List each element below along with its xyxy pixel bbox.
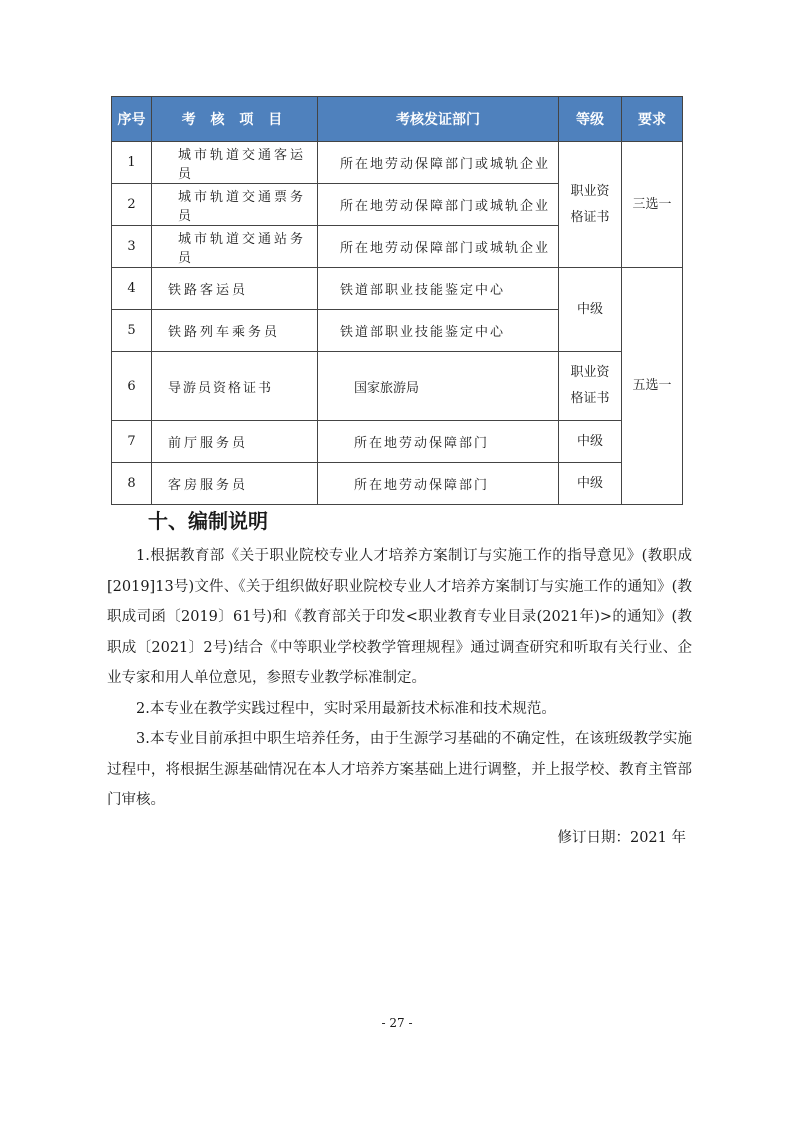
header-level: 等级 xyxy=(559,97,622,142)
table-row xyxy=(112,352,683,421)
section-title: 十、编制说明 xyxy=(148,509,268,533)
row-item: 前厅服务员 xyxy=(152,421,318,463)
row-num: 6 xyxy=(112,352,152,421)
row-num: 8 xyxy=(112,463,152,505)
header-dept: 考核发证部门 xyxy=(318,97,559,142)
row-item: 铁路客运员 xyxy=(152,268,318,310)
level-text: 职业资 xyxy=(570,183,610,199)
paragraph: 1.根据教育部《关于职业院校专业人才培养方案制订与实施工作的指导意见》(教职成[2019]13号)文件、《关于组织做好职业院校专业人才培养方案制订与实施工作的通知》(教职成司函〔2019〕61号)和《教育部关于印发<职业教育专业目录(2021年)>的通知》(教职成〔2021〕2号)结合《中等职业学校教学管理规程》通过调查研究和听取有关行业、企业专家和用人单位意见，参照专业教学标准制定。 xyxy=(107,548,692,686)
row-dept: 所在地劳动保障部门 xyxy=(318,463,559,505)
paragraph: 2.本专业在教学实践过程中，实时采用最新技术标准和技术规范。 xyxy=(136,700,556,717)
row-dept: 所在地劳动保障部门 xyxy=(318,421,559,463)
table-row xyxy=(112,268,683,310)
row-item: 城市轨道交通票务员 xyxy=(152,184,318,226)
header-num: 序号 xyxy=(112,97,152,142)
row-dept: 铁道部职业技能鉴定中心 xyxy=(318,310,559,352)
row-item: 城市轨道交通站务员 xyxy=(152,226,318,268)
row-num: 1 xyxy=(112,142,152,184)
row-dept: 铁道部职业技能鉴定中心 xyxy=(318,268,559,310)
row-item: 导游员资格证书 xyxy=(152,352,318,421)
paragraph: 3.本专业目前承担中职生培养任务，由于生源学习基础的不确定性，在该班级教学实施过程中，将根据生源基础情况在本人才培养方案基础上进行调整，并上报学校、教育主管部门审核。 xyxy=(107,731,692,808)
row-requirement: 三选一 xyxy=(622,142,683,268)
row-item: 铁路列车乘务员 xyxy=(152,310,318,352)
row-level: 中级 xyxy=(559,268,622,352)
table-row xyxy=(112,142,683,184)
row-num: 5 xyxy=(112,310,152,352)
row-level xyxy=(559,352,622,421)
row-num: 2 xyxy=(112,184,152,226)
revision-date: 修订日期：2021 年 xyxy=(557,830,686,846)
row-item: 客房服务员 xyxy=(152,463,318,505)
page-number: - 27 - xyxy=(381,1016,413,1030)
row-num: 4 xyxy=(112,268,152,310)
certification-table xyxy=(111,96,683,505)
level-text: 格证书 xyxy=(570,391,610,406)
level-text: 格证书 xyxy=(570,209,610,225)
row-level: 中级 xyxy=(559,463,622,505)
row-level: 中级 xyxy=(559,421,622,463)
row-level xyxy=(559,142,622,268)
row-dept: 所在地劳动保障部门或城轨企业 xyxy=(318,184,559,226)
table-row xyxy=(112,463,683,505)
table-header-row xyxy=(112,97,683,142)
header-req: 要求 xyxy=(622,97,683,142)
row-dept: 所在地劳动保障部门或城轨企业 xyxy=(318,142,559,184)
section-body xyxy=(107,541,692,816)
row-item: 城市轨道交通客运员 xyxy=(152,142,318,184)
row-requirement: 五选一 xyxy=(622,268,683,505)
row-dept: 所在地劳动保障部门或城轨企业 xyxy=(318,226,559,268)
row-dept: 国家旅游局 xyxy=(318,352,559,421)
table-row xyxy=(112,421,683,463)
row-num: 3 xyxy=(112,226,152,268)
header-item: 考 核 项 目 xyxy=(152,97,318,142)
level-text: 职业资 xyxy=(570,365,610,380)
row-num: 7 xyxy=(112,421,152,463)
